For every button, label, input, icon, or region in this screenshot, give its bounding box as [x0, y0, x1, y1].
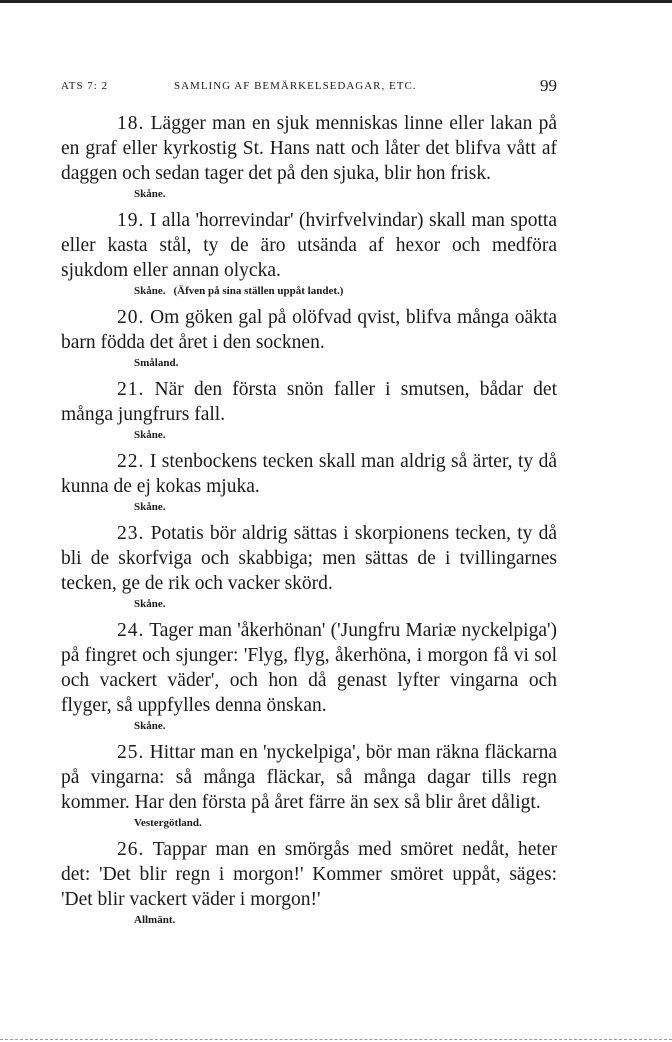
page-top-edge	[0, 0, 672, 3]
series-label: ATS 7: 2	[61, 80, 109, 92]
entry-source	[134, 719, 557, 734]
source-region: Vestergötland.	[134, 817, 202, 829]
entry-paragraph	[61, 521, 557, 596]
entry-source	[134, 816, 557, 831]
entry-26	[61, 837, 557, 928]
source-region: Skåne.	[134, 285, 166, 297]
running-title: SAMLING AF BEMÄRKELSEDAGAR, ETC.	[174, 80, 417, 92]
entry-source	[134, 597, 557, 612]
entry-text: Lägger man en sjuk menniskas linne eller lakan på en graf eller kyrkostig St. Hans natt och låter det blifva vått af daggen och sedan tager det på den sjuka, blir hon frisk.	[61, 113, 557, 184]
source-region: Skåne.	[134, 188, 166, 200]
page-bottom-edge	[0, 1039, 672, 1040]
entry-21	[61, 377, 557, 443]
entry-paragraph	[61, 449, 557, 499]
entry-paragraph	[61, 111, 557, 186]
entry-source	[134, 428, 557, 443]
entry-paragraph	[61, 208, 557, 283]
entry-18	[61, 111, 557, 202]
entry-number: 26.	[117, 839, 145, 860]
entry-number: 24.	[117, 620, 145, 641]
entry-text: När den första snön faller i smutsen, bådar det många jungfrurs fall.	[61, 379, 558, 425]
entry-25	[61, 740, 557, 831]
entry-source	[134, 187, 557, 202]
source-region: Skåne.	[134, 429, 166, 441]
source-note: (Äfven på sina ställen uppåt landet.)	[173, 285, 344, 297]
source-region: Skåne.	[134, 598, 166, 610]
entry-text: I stenbockens tecken skall man aldrig så ärter, ty då kunna de ej kokas mjuka.	[61, 451, 558, 497]
entry-text: Hittar man en 'nyckelpiga', bör man räkna fläckarna på vingarna: så många fläckar, så många dagar tills regn kommer. Har den första på året färre än sex så blir året dåligt.	[61, 742, 558, 813]
entry-paragraph	[61, 377, 557, 427]
entry-paragraph	[61, 837, 557, 912]
entry-number: 20.	[117, 307, 145, 328]
source-region: Allmänt.	[134, 914, 176, 926]
entry-paragraph	[61, 740, 557, 815]
page-number: 99	[540, 76, 557, 95]
entry-23	[61, 521, 557, 612]
entry-number: 18.	[117, 113, 145, 134]
entry-paragraph	[61, 305, 557, 355]
entry-list	[61, 111, 557, 934]
entry-source	[134, 500, 557, 515]
entry-22	[61, 449, 557, 515]
entry-20	[61, 305, 557, 371]
entry-text: Tappar man en smörgås med smöret nedåt, heter det: 'Det blir regn i morgon!' Kommer smöret uppåt, säges: 'Det blir vackert väder i morgon!'	[61, 839, 557, 910]
entry-text: Potatis bör aldrig sättas i skorpionens tecken, ty då bli de skorfviga och skabbiga; men sättas de i tvillingarnes tecken, ge de rik och vacker skörd.	[61, 523, 558, 594]
entry-number: 25.	[117, 742, 145, 763]
source-region: Skåne.	[134, 720, 166, 732]
entry-text: I alla 'horrevindar' (hvirfvelvindar) skall man spotta eller kasta stål, ty de äro utsända af hexor och medföra sjukdom eller annan olycka.	[61, 210, 557, 281]
entry-source	[134, 913, 557, 928]
source-region: Skåne.	[134, 501, 166, 513]
entry-number: 23.	[117, 523, 145, 544]
entry-number: 21.	[117, 379, 145, 400]
entry-number: 19.	[117, 210, 145, 231]
entry-paragraph	[61, 618, 557, 718]
entry-text: Om göken gal på olöfvad qvist, blifva många oäkta barn födda det året i den socknen.	[61, 307, 557, 353]
entry-text: Tager man 'åkerhönan' ('Jungfru Mariæ nyckelpiga') på fingret och sjunger: 'Flyg, flyg, åkerhöna, i morgon få vi sol och vackert väder', och hon då genast lyfter vingarna och flyger, så uppfylles denna önskan.	[61, 620, 558, 716]
running-header	[61, 76, 557, 98]
source-region: Småland.	[134, 357, 179, 369]
entry-source	[134, 284, 557, 299]
entry-source	[134, 356, 557, 371]
entry-number: 22.	[117, 451, 145, 472]
entry-19	[61, 208, 557, 299]
entry-24	[61, 618, 557, 734]
